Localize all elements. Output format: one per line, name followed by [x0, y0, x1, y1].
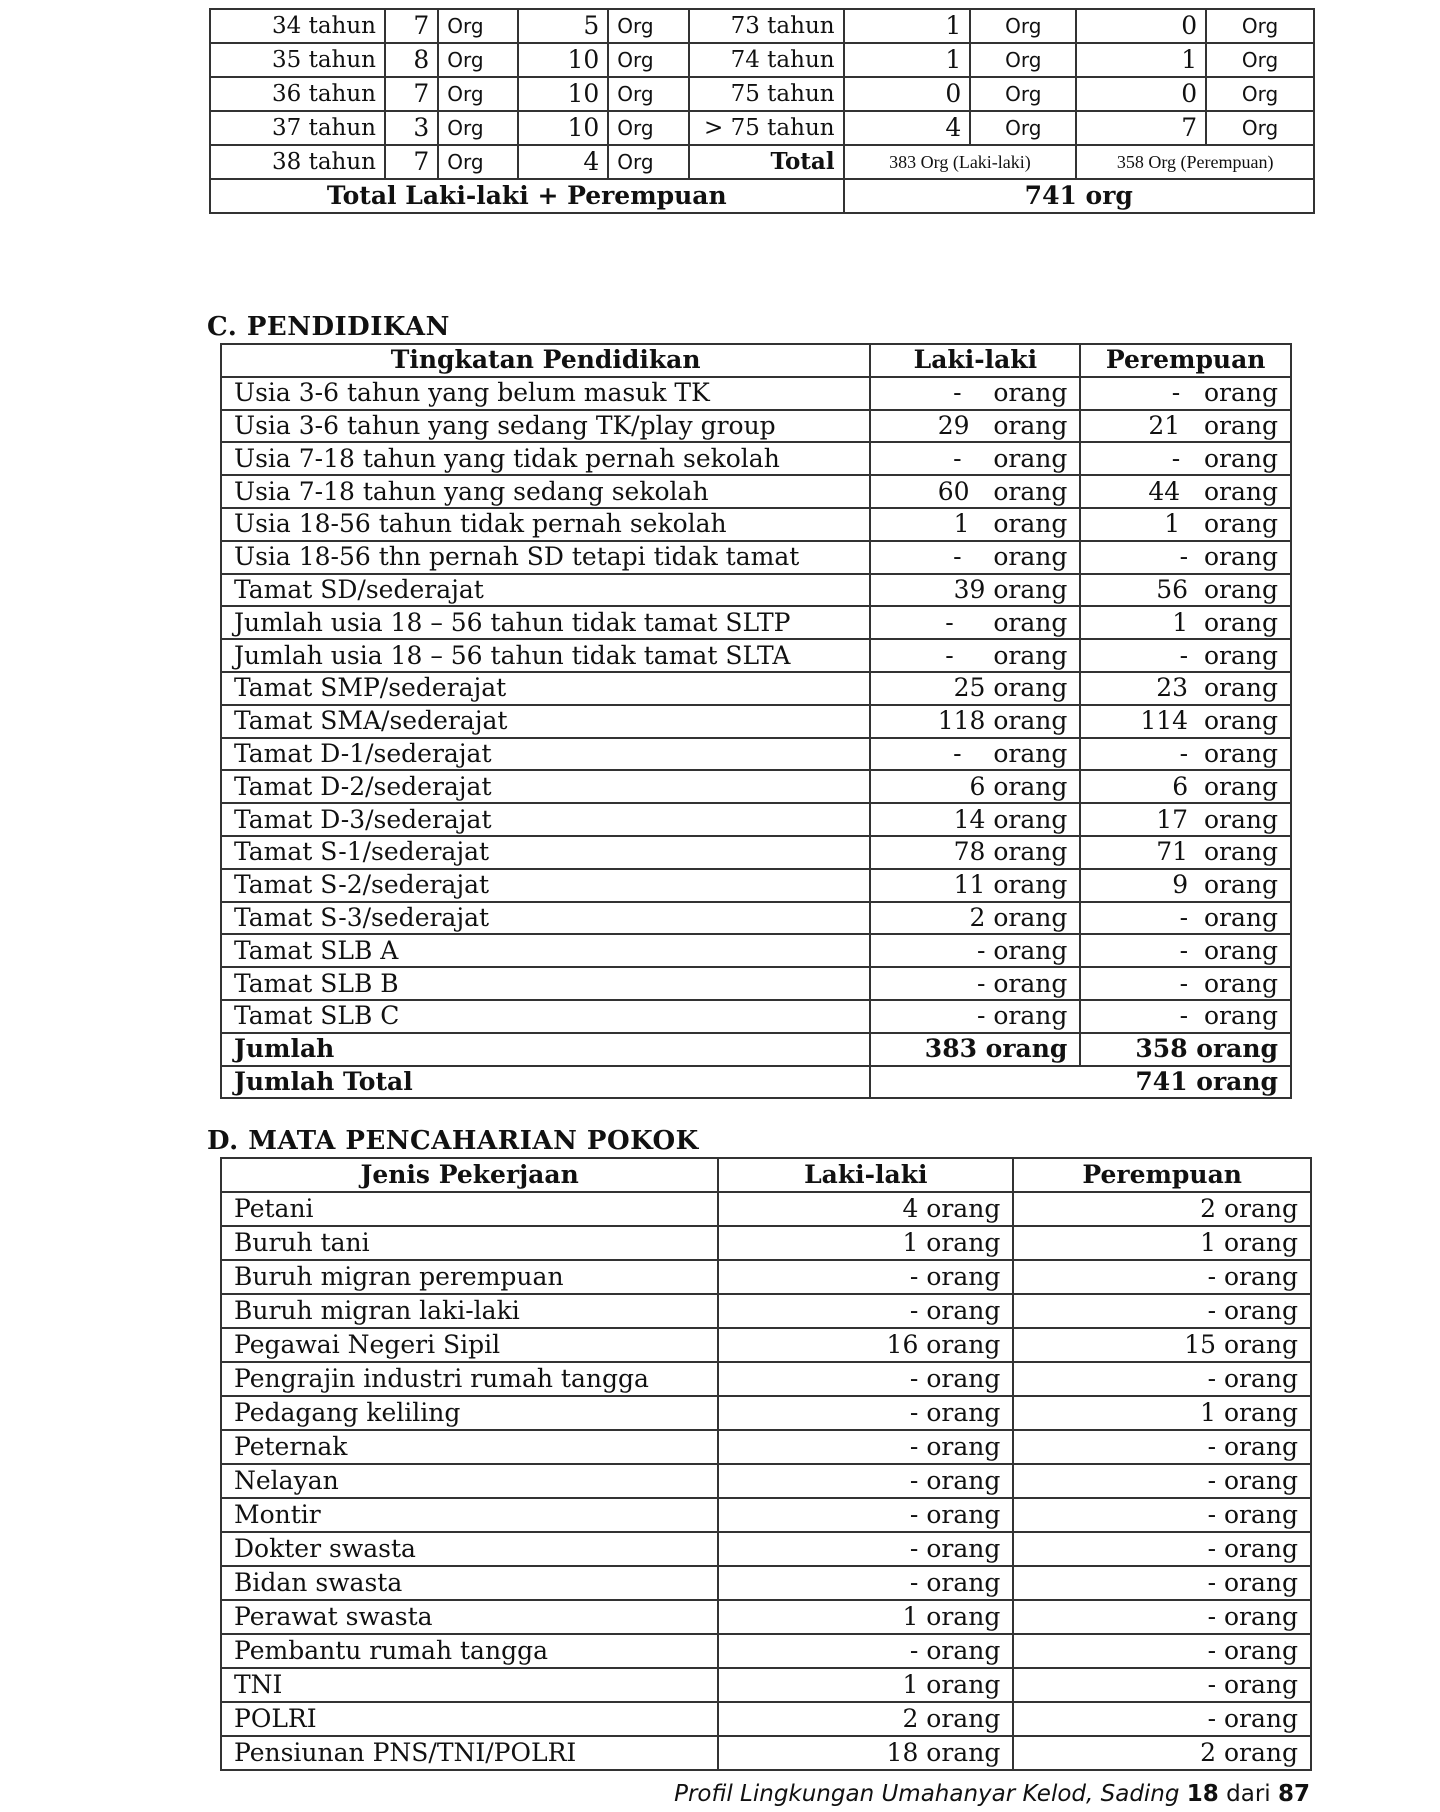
table-row — [210, 9, 1314, 43]
female-value: - orang — [1080, 902, 1291, 935]
row-label: Jumlah usia 18 – 56 tahun tidak tamat SLTA — [221, 639, 870, 672]
female-value: - orang — [1013, 1532, 1311, 1566]
female-value: 1 orang — [1080, 606, 1291, 639]
page-footer — [674, 1781, 1310, 1807]
table-row — [210, 77, 1314, 111]
sum-female: 358 orang — [1080, 1033, 1291, 1066]
grand-total-value: 741 org — [844, 179, 1314, 213]
table-row — [221, 1362, 1311, 1396]
table-row — [221, 1532, 1311, 1566]
female-value: - orang — [1013, 1294, 1311, 1328]
row-label: Jumlah usia 18 – 56 tahun tidak tamat SLTP — [221, 606, 870, 639]
female-value: 56 orang — [1080, 574, 1291, 607]
table-row — [221, 1566, 1311, 1600]
female-value: - orang — [1013, 1600, 1311, 1634]
education-rows — [221, 377, 1291, 1033]
table-row-total — [210, 145, 1314, 179]
unit: Org — [438, 145, 518, 179]
table-row — [221, 1464, 1311, 1498]
male-value: 16 orang — [718, 1328, 1013, 1362]
unit: Org — [970, 111, 1076, 145]
male-value: - orang — [870, 541, 1080, 574]
row-label: Pegawai Negeri Sipil — [221, 1328, 718, 1362]
row-label: Usia 3-6 tahun yang sedang TK/play group — [221, 410, 870, 443]
male-value: 14 orang — [870, 803, 1080, 836]
row-label: Perawat swasta — [221, 1600, 718, 1634]
unit: Org — [608, 145, 688, 179]
row-label: Dokter swasta — [221, 1532, 718, 1566]
unit: Org — [608, 43, 688, 77]
male-value: - orang — [718, 1294, 1013, 1328]
row-label: Pengrajin industri rumah tangga — [221, 1362, 718, 1396]
table-row — [221, 442, 1291, 475]
section-title-occupation: D. MATA PENCAHARIAN POKOK — [207, 1126, 699, 1156]
female-value: 2 orang — [1013, 1736, 1311, 1770]
section-title-education: C. PENDIDIKAN — [207, 312, 450, 342]
row-label: Tamat S-2/sederajat — [221, 869, 870, 902]
table-row — [221, 508, 1291, 541]
table-header-row — [221, 1158, 1311, 1192]
male-value: - orang — [718, 1396, 1013, 1430]
row-label: Usia 18-56 thn pernah SD tetapi tidak tamat — [221, 541, 870, 574]
row-label: Tamat D-3/sederajat — [221, 803, 870, 836]
male-value: - orang — [718, 1430, 1013, 1464]
female-value: - orang — [1013, 1702, 1311, 1736]
age-cell: 35 tahun — [210, 43, 385, 77]
male-value: - orang — [870, 442, 1080, 475]
table-row — [221, 869, 1291, 902]
table-row — [221, 377, 1291, 410]
table-header-row — [221, 344, 1291, 377]
table-row — [221, 1634, 1311, 1668]
table-row — [221, 902, 1291, 935]
male-value: 1 orang — [718, 1226, 1013, 1260]
unit: Org — [438, 77, 518, 111]
unit: Org — [1206, 111, 1314, 145]
occupation-table — [220, 1157, 1312, 1771]
male-value: - orang — [718, 1362, 1013, 1396]
female-value: 21 orang — [1080, 410, 1291, 443]
male-count: 1 — [844, 43, 971, 77]
age-cell: > 75 tahun — [689, 111, 844, 145]
age-cell: 74 tahun — [689, 43, 844, 77]
table-row — [221, 705, 1291, 738]
table-row — [221, 1260, 1311, 1294]
male-count: 4 — [844, 111, 971, 145]
male-value: 1 orang — [870, 508, 1080, 541]
row-label: Petani — [221, 1192, 718, 1226]
female-count: 7 — [1076, 111, 1206, 145]
male-value: - orang — [870, 606, 1080, 639]
male-value: - orang — [870, 639, 1080, 672]
table-row — [221, 475, 1291, 508]
age-cell: 73 tahun — [689, 9, 844, 43]
column-header: Perempuan — [1013, 1158, 1311, 1192]
row-label: Nelayan — [221, 1464, 718, 1498]
female-value: 1 orang — [1013, 1226, 1311, 1260]
total-male: 383 Org (Laki-laki) — [844, 145, 1077, 179]
row-label: Pedagang keliling — [221, 1396, 718, 1430]
male-value: 2 orang — [718, 1702, 1013, 1736]
table-row — [221, 934, 1291, 967]
table-row — [221, 1736, 1311, 1770]
sum-row — [221, 1033, 1291, 1066]
male-value: 1 orang — [718, 1600, 1013, 1634]
column-header: Jenis Pekerjaan — [221, 1158, 718, 1192]
male-value: - orang — [718, 1260, 1013, 1294]
unit: Org — [1206, 77, 1314, 111]
female-value: 23 orang — [1080, 672, 1291, 705]
female-value: 9 orang — [1080, 869, 1291, 902]
female-value: - orang — [1080, 1000, 1291, 1033]
male-count: 8 — [385, 43, 438, 77]
unit: Org — [608, 111, 688, 145]
row-label: Pensiunan PNS/TNI/POLRI — [221, 1736, 718, 1770]
unit: Org — [438, 43, 518, 77]
female-value: - orang — [1013, 1668, 1311, 1702]
row-label: Tamat SLB B — [221, 967, 870, 1000]
male-value: - orang — [870, 934, 1080, 967]
unit: Org — [608, 9, 688, 43]
female-value: - orang — [1080, 541, 1291, 574]
male-value: - orang — [718, 1532, 1013, 1566]
row-label: Tamat D-2/sederajat — [221, 770, 870, 803]
male-count: 1 — [844, 9, 971, 43]
column-header: Laki-laki — [718, 1158, 1013, 1192]
education-table — [220, 343, 1292, 1099]
male-value: 25 orang — [870, 672, 1080, 705]
female-value: 15 orang — [1013, 1328, 1311, 1362]
male-value: 1 orang — [718, 1668, 1013, 1702]
table-row — [221, 738, 1291, 771]
table-row — [221, 606, 1291, 639]
female-count: 10 — [518, 77, 608, 111]
table-row — [221, 1192, 1311, 1226]
male-value: 2 orang — [870, 902, 1080, 935]
table-row — [221, 1328, 1311, 1362]
male-count: 0 — [844, 77, 971, 111]
male-count: 7 — [385, 77, 438, 111]
unit: Org — [1206, 43, 1314, 77]
male-value: - orang — [718, 1634, 1013, 1668]
row-label: Usia 18-56 tahun tidak pernah sekolah — [221, 508, 870, 541]
age-cell: 36 tahun — [210, 77, 385, 111]
female-value: 114 orang — [1080, 705, 1291, 738]
table-row — [221, 410, 1291, 443]
row-label: Tamat SLB C — [221, 1000, 870, 1033]
footer-doc-title: Profil Lingkungan Umahanyar Kelod, Sading — [674, 1781, 1180, 1807]
row-label: Tamat SD/sederajat — [221, 574, 870, 607]
male-value: - orang — [870, 738, 1080, 771]
column-header: Tingkatan Pendidikan — [221, 344, 870, 377]
row-label: Tamat SLB A — [221, 934, 870, 967]
row-label: Buruh migran perempuan — [221, 1260, 718, 1294]
total-value: 741 orang — [870, 1066, 1291, 1099]
table-row — [221, 541, 1291, 574]
female-value: - orang — [1013, 1634, 1311, 1668]
column-header: Perempuan — [1080, 344, 1291, 377]
female-value: - orang — [1013, 1498, 1311, 1532]
table-row — [221, 1430, 1311, 1464]
table-row — [221, 1226, 1311, 1260]
total-label: Total — [689, 145, 844, 179]
row-label: Pembantu rumah tangga — [221, 1634, 718, 1668]
table-row — [221, 1668, 1311, 1702]
table-row — [221, 1702, 1311, 1736]
grand-total-label: Total Laki-laki + Perempuan — [210, 179, 844, 213]
male-count: 7 — [385, 145, 438, 179]
male-value: - orang — [870, 377, 1080, 410]
row-label: Bidan swasta — [221, 1566, 718, 1600]
female-value: - orang — [1013, 1430, 1311, 1464]
table-row — [221, 639, 1291, 672]
female-value: - orang — [1080, 738, 1291, 771]
sum-label: Jumlah — [221, 1033, 870, 1066]
row-label: Tamat SMA/sederajat — [221, 705, 870, 738]
row-label: Usia 3-6 tahun yang belum masuk TK — [221, 377, 870, 410]
column-header: Laki-laki — [870, 344, 1080, 377]
table-row — [210, 43, 1314, 77]
female-count: 10 — [518, 43, 608, 77]
row-label: POLRI — [221, 1702, 718, 1736]
male-value: - orang — [870, 967, 1080, 1000]
male-value: - orang — [718, 1498, 1013, 1532]
page-of-word: dari — [1226, 1781, 1271, 1807]
table-row — [221, 574, 1291, 607]
table-row — [221, 1498, 1311, 1532]
unit: Org — [970, 9, 1076, 43]
female-value: - orang — [1080, 639, 1291, 672]
female-value: - orang — [1080, 967, 1291, 1000]
table-row — [221, 1000, 1291, 1033]
female-value: 71 orang — [1080, 836, 1291, 869]
table-row — [221, 967, 1291, 1000]
total-row — [221, 1066, 1291, 1099]
age-cell: 75 tahun — [689, 77, 844, 111]
age-distribution-table — [209, 8, 1315, 214]
unit: Org — [1206, 9, 1314, 43]
female-value: 17 orang — [1080, 803, 1291, 836]
row-label: Buruh migran laki-laki — [221, 1294, 718, 1328]
row-label: Tamat D-1/sederajat — [221, 738, 870, 771]
total-female: 358 Org (Perempuan) — [1076, 145, 1314, 179]
male-value: 11 orang — [870, 869, 1080, 902]
total-label: Jumlah Total — [221, 1066, 870, 1099]
row-label: Tamat S-3/sederajat — [221, 902, 870, 935]
female-count: 5 — [518, 9, 608, 43]
male-value: - orang — [718, 1464, 1013, 1498]
female-value: - orang — [1013, 1260, 1311, 1294]
female-value: 1 orang — [1013, 1396, 1311, 1430]
unit: Org — [970, 77, 1076, 111]
female-count: 0 — [1076, 9, 1206, 43]
male-value: 6 orang — [870, 770, 1080, 803]
male-value: 39 orang — [870, 574, 1080, 607]
female-value: - orang — [1080, 442, 1291, 475]
female-count: 4 — [518, 145, 608, 179]
unit: Org — [970, 43, 1076, 77]
age-cell: 34 tahun — [210, 9, 385, 43]
female-value: 6 orang — [1080, 770, 1291, 803]
female-value: 1 orang — [1080, 508, 1291, 541]
male-count: 7 — [385, 9, 438, 43]
female-count: 1 — [1076, 43, 1206, 77]
row-label: Buruh tani — [221, 1226, 718, 1260]
table-row — [221, 672, 1291, 705]
male-count: 3 — [385, 111, 438, 145]
table-row — [221, 803, 1291, 836]
female-value: - orang — [1080, 377, 1291, 410]
female-count: 0 — [1076, 77, 1206, 111]
male-value: 4 orang — [718, 1192, 1013, 1226]
total-pages: 87 — [1277, 1781, 1310, 1807]
unit: Org — [438, 111, 518, 145]
age-cell: 37 tahun — [210, 111, 385, 145]
table-row — [210, 111, 1314, 145]
row-label: Usia 7-18 tahun yang sedang sekolah — [221, 475, 870, 508]
female-value: 44 orang — [1080, 475, 1291, 508]
unit: Org — [608, 77, 688, 111]
row-label: Tamat SMP/sederajat — [221, 672, 870, 705]
row-label: Peternak — [221, 1430, 718, 1464]
female-value: - orang — [1013, 1566, 1311, 1600]
row-label: TNI — [221, 1668, 718, 1702]
male-value: 18 orang — [718, 1736, 1013, 1770]
sum-male: 383 orang — [870, 1033, 1080, 1066]
male-value: - orang — [870, 1000, 1080, 1033]
table-row — [221, 1294, 1311, 1328]
female-value: - orang — [1013, 1362, 1311, 1396]
page-number: 18 — [1186, 1781, 1219, 1807]
female-value: - orang — [1080, 934, 1291, 967]
table-row — [221, 770, 1291, 803]
row-label: Montir — [221, 1498, 718, 1532]
row-label: Usia 7-18 tahun yang tidak pernah sekolah — [221, 442, 870, 475]
female-value: 2 orang — [1013, 1192, 1311, 1226]
table-row — [221, 1600, 1311, 1634]
occupation-rows — [221, 1192, 1311, 1770]
male-value: 118 orang — [870, 705, 1080, 738]
table-row — [221, 1396, 1311, 1430]
male-value: 60 orang — [870, 475, 1080, 508]
male-value: - orang — [718, 1566, 1013, 1600]
table-row — [221, 836, 1291, 869]
female-value: - orang — [1013, 1464, 1311, 1498]
grand-total-row — [210, 179, 1314, 213]
row-label: Tamat S-1/sederajat — [221, 836, 870, 869]
male-value: 29 orang — [870, 410, 1080, 443]
female-count: 10 — [518, 111, 608, 145]
age-cell: 38 tahun — [210, 145, 385, 179]
male-value: 78 orang — [870, 836, 1080, 869]
unit: Org — [438, 9, 518, 43]
